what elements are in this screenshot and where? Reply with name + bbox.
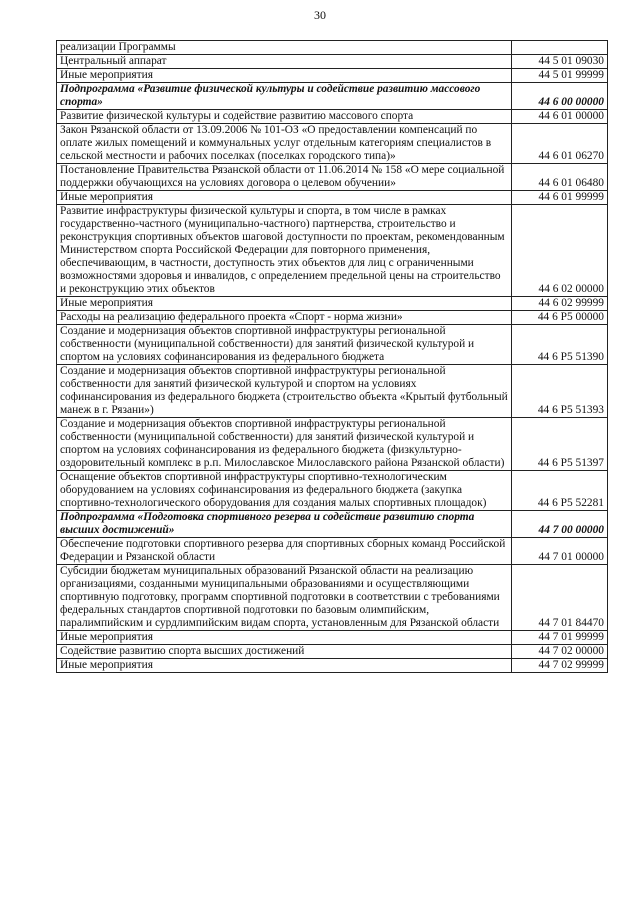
table-row xyxy=(57,124,608,164)
row-name: Иные мероприятия xyxy=(57,659,512,673)
row-code: 44 6 02 00000 xyxy=(512,205,608,297)
row-name: Расходы на реализацию федерального проекта «Спорт - норма жизни» xyxy=(57,311,512,325)
row-code: 44 6 01 99999 xyxy=(512,191,608,205)
table-row xyxy=(57,538,608,565)
row-name: Центральный аппарат xyxy=(57,55,512,69)
table-row xyxy=(57,418,608,471)
row-code: 44 7 01 00000 xyxy=(512,538,608,565)
row-code: 44 5 01 99999 xyxy=(512,69,608,83)
row-code: 44 7 01 99999 xyxy=(512,631,608,645)
table-row xyxy=(57,365,608,418)
table-row xyxy=(57,631,608,645)
row-code: 44 6 P5 00000 xyxy=(512,311,608,325)
table-row xyxy=(57,164,608,191)
row-code: 44 6 P5 51390 xyxy=(512,325,608,365)
table-row xyxy=(57,311,608,325)
row-name: Иные мероприятия xyxy=(57,297,512,311)
table-row xyxy=(57,645,608,659)
row-name: Развитие физической культуры и содействие развитию массового спорта xyxy=(57,110,512,124)
table-row xyxy=(57,191,608,205)
row-code: 44 6 01 00000 xyxy=(512,110,608,124)
row-code: 44 7 00 00000 xyxy=(512,511,608,538)
table-row xyxy=(57,69,608,83)
row-name: Создание и модернизация объектов спортивной инфраструктуры региональной собственности (муниципальной собственности) для занятий физической культурой и спортом на условиях софинансирования из федерального бюджета xyxy=(57,325,512,365)
row-code: 44 7 02 99999 xyxy=(512,659,608,673)
table-row xyxy=(57,55,608,69)
row-name: Закон Рязанской области от 13.09.2006 № 101-ОЗ «О предоставлении компенсаций по оплате жилых помещений и коммунальных услуг отдельным категориям специалистов в сельской местности и рабочих поселках (поселках городского типа)» xyxy=(57,124,512,164)
table-row xyxy=(57,325,608,365)
row-name: Создание и модернизация объектов спортивной инфраструктуры региональной собственности (муниципальной собственности) для занятий физической культурой и спортом на условиях софинансирования из федерального бюджета (физкультурно-оздоровительный комплекс в р.п. Милославское Милославского района Рязанской области) xyxy=(57,418,512,471)
row-name: Иные мероприятия xyxy=(57,631,512,645)
row-name: Субсидии бюджетам муниципальных образований Рязанской области на реализацию организациями, созданными муниципальными образованиями и осуществляющими спортивную подготовку, программ спортивной подготовки в соответствии с требованиями федеральных стандартов спортивной подготовки по базовым олимпийским, паралимпийским и сурдлимпийским видам спорта, установленным для Рязанской области xyxy=(57,565,512,631)
row-name: Подпрограмма «Подготовка спортивного резерва и содействие развитию спорта высших достижений» xyxy=(57,511,512,538)
row-name: Иные мероприятия xyxy=(57,191,512,205)
table-row xyxy=(57,205,608,297)
row-code: 44 6 00 00000 xyxy=(512,83,608,110)
row-code: 44 5 01 09030 xyxy=(512,55,608,69)
row-name: Содействие развитию спорта высших достижений xyxy=(57,645,512,659)
row-code: 44 6 P5 51393 xyxy=(512,365,608,418)
table-row xyxy=(57,471,608,511)
row-code: 44 6 02 99999 xyxy=(512,297,608,311)
row-name: Обеспечение подготовки спортивного резерва для спортивных сборных команд Российской Федерации и Рязанской области xyxy=(57,538,512,565)
row-name: Создание и модернизация объектов спортивной инфраструктуры региональной собственности для занятий физической культурой и спортом на условиях софинансирования из федерального бюджета (строительство объекта «Крытый футбольный манеж в г. Рязани») xyxy=(57,365,512,418)
row-code: 44 6 P5 52281 xyxy=(512,471,608,511)
row-name: Постановление Правительства Рязанской области от 11.06.2014 № 158 «О мере социальной поддержки обучающихся на условиях договора о целевом обучении» xyxy=(57,164,512,191)
subprogram-row xyxy=(57,83,608,110)
row-code: 44 6 01 06270 xyxy=(512,124,608,164)
row-name: Подпрограмма «Развитие физической культуры и содействие развитию массового спорта» xyxy=(57,83,512,110)
budget-classification-table xyxy=(56,40,608,673)
row-code xyxy=(512,41,608,55)
table-row xyxy=(57,41,608,55)
row-code: 44 6 01 06480 xyxy=(512,164,608,191)
row-name: Развитие инфраструктуры физической культуры и спорта, в том числе в рамках государственно-частного (муниципально-частного) партнерства, строительство и реконструкция спортивных объектов шаговой доступности по проектам, рекомендованным Министерством спорта Российской Федерации для повторного применения, обеспечивающим, в частности, доступность этих объектов для лиц с ограниченными возможностями здоровья и инвалидов, с определением предельной цены на строительство и реконструкцию этих объектов xyxy=(57,205,512,297)
page-number: 30 xyxy=(314,8,326,22)
subprogram-row xyxy=(57,511,608,538)
table-row xyxy=(57,565,608,631)
row-name: Иные мероприятия xyxy=(57,69,512,83)
table-row xyxy=(57,297,608,311)
table-row xyxy=(57,659,608,673)
row-name: реализации Программы xyxy=(57,41,512,55)
row-code: 44 6 P5 51397 xyxy=(512,418,608,471)
row-name: Оснащение объектов спортивной инфраструктуры спортивно-технологическим оборудованием на условиях софинансирования из федерального бюджета (закупка спортивно-технологического оборудования для создания малых спортивных площадок) xyxy=(57,471,512,511)
row-code: 44 7 02 00000 xyxy=(512,645,608,659)
table-row xyxy=(57,110,608,124)
row-code: 44 7 01 84470 xyxy=(512,565,608,631)
